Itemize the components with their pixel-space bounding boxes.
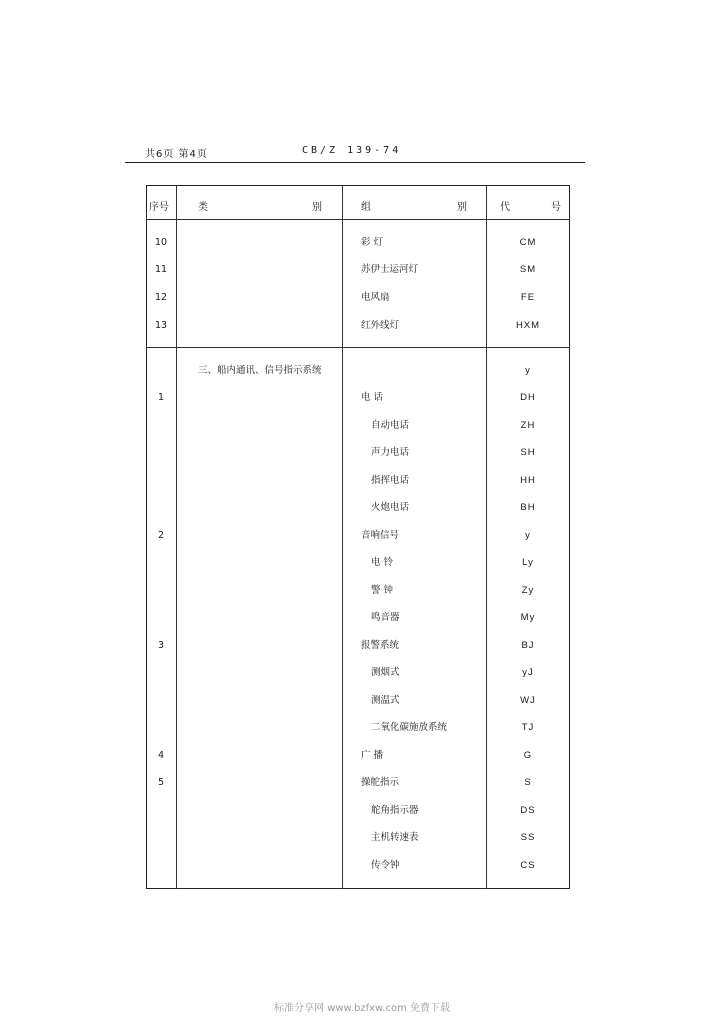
col-header-code-b: 号 — [551, 202, 561, 213]
row-code: DH — [520, 392, 536, 403]
row-group: 主机转速表 — [371, 832, 419, 843]
row-group: 报警系统 — [361, 640, 400, 651]
row-code: FE — [520, 292, 536, 303]
row-group: 自动电话 — [371, 420, 410, 431]
col-header-code-a: 代 — [500, 202, 510, 213]
row-code: S — [524, 777, 532, 788]
row-group: 电风扇 — [361, 292, 390, 303]
page-info: 共6页 第4页 — [145, 149, 208, 160]
row-code: CM — [519, 237, 537, 248]
row-group: 广 播 — [361, 750, 384, 761]
row-group: 火炮电话 — [371, 502, 410, 513]
row-group: 彩 灯 — [361, 237, 384, 248]
row-group: 传令钟 — [371, 860, 400, 871]
row-group: 警 钟 — [371, 585, 394, 596]
row-code: BH — [520, 502, 536, 513]
col-header-category-b: 别 — [312, 202, 322, 213]
col-divider-1 — [176, 185, 177, 889]
section-rule — [146, 347, 570, 348]
row-group: 舵角指示器 — [371, 805, 419, 816]
row-code: TJ — [521, 722, 535, 733]
row-group: 操舵指示 — [361, 777, 400, 788]
row-code: SM — [519, 264, 537, 275]
header-row-rule — [146, 219, 570, 220]
row-no: 10 — [154, 237, 168, 248]
row-code: CS — [520, 860, 536, 871]
row-group: 鸣音器 — [371, 612, 400, 623]
row-code: WJ — [520, 695, 536, 706]
doc-code: CB/Z 139-74 — [302, 145, 402, 156]
row-code: HXM — [515, 320, 541, 331]
col-header-no: 序号 — [149, 202, 169, 213]
category-code: y — [525, 365, 531, 376]
row-code: ZH — [520, 420, 536, 431]
row-no: 1 — [157, 392, 165, 403]
row-no: 2 — [157, 530, 165, 541]
footer-watermark: 标准分享网 www.bzfxw.com 免费下载 — [274, 1003, 450, 1014]
row-code: My — [520, 612, 536, 623]
row-code: HH — [520, 475, 536, 486]
header-rule — [125, 162, 585, 163]
row-code: y — [525, 530, 531, 541]
row-group: 测烟式 — [371, 667, 400, 678]
row-code: SS — [520, 832, 536, 843]
row-group: 音响信号 — [361, 530, 400, 541]
row-group: 苏伊士运河灯 — [361, 264, 419, 275]
col-divider-2 — [342, 185, 343, 889]
row-group: 指挥电话 — [371, 475, 410, 486]
row-no: 5 — [157, 777, 165, 788]
row-code: SH — [520, 447, 536, 458]
row-code: BJ — [521, 640, 535, 651]
row-no: 3 — [157, 640, 165, 651]
col-header-category-a: 类 — [198, 202, 208, 213]
col-header-group-b: 别 — [457, 202, 467, 213]
row-no: 12 — [154, 292, 168, 303]
category-title: 三、船内通讯、信号指示系统 — [198, 365, 322, 376]
row-code: yJ — [522, 667, 534, 678]
row-no: 13 — [154, 320, 168, 331]
col-header-group-a: 组 — [361, 202, 371, 213]
row-code: Zy — [521, 585, 535, 596]
row-no: 11 — [154, 264, 168, 275]
row-group: 测温式 — [371, 695, 400, 706]
row-no: 4 — [157, 750, 165, 761]
row-group: 声力电话 — [371, 447, 410, 458]
row-code: G — [523, 750, 533, 761]
row-group: 电 话 — [361, 392, 384, 403]
row-code: DS — [520, 805, 536, 816]
row-group: 红外线灯 — [361, 320, 400, 331]
row-code: Ly — [522, 557, 534, 568]
row-group: 电 铃 — [371, 557, 394, 568]
row-group: 二氧化碳施放系统 — [371, 722, 448, 733]
